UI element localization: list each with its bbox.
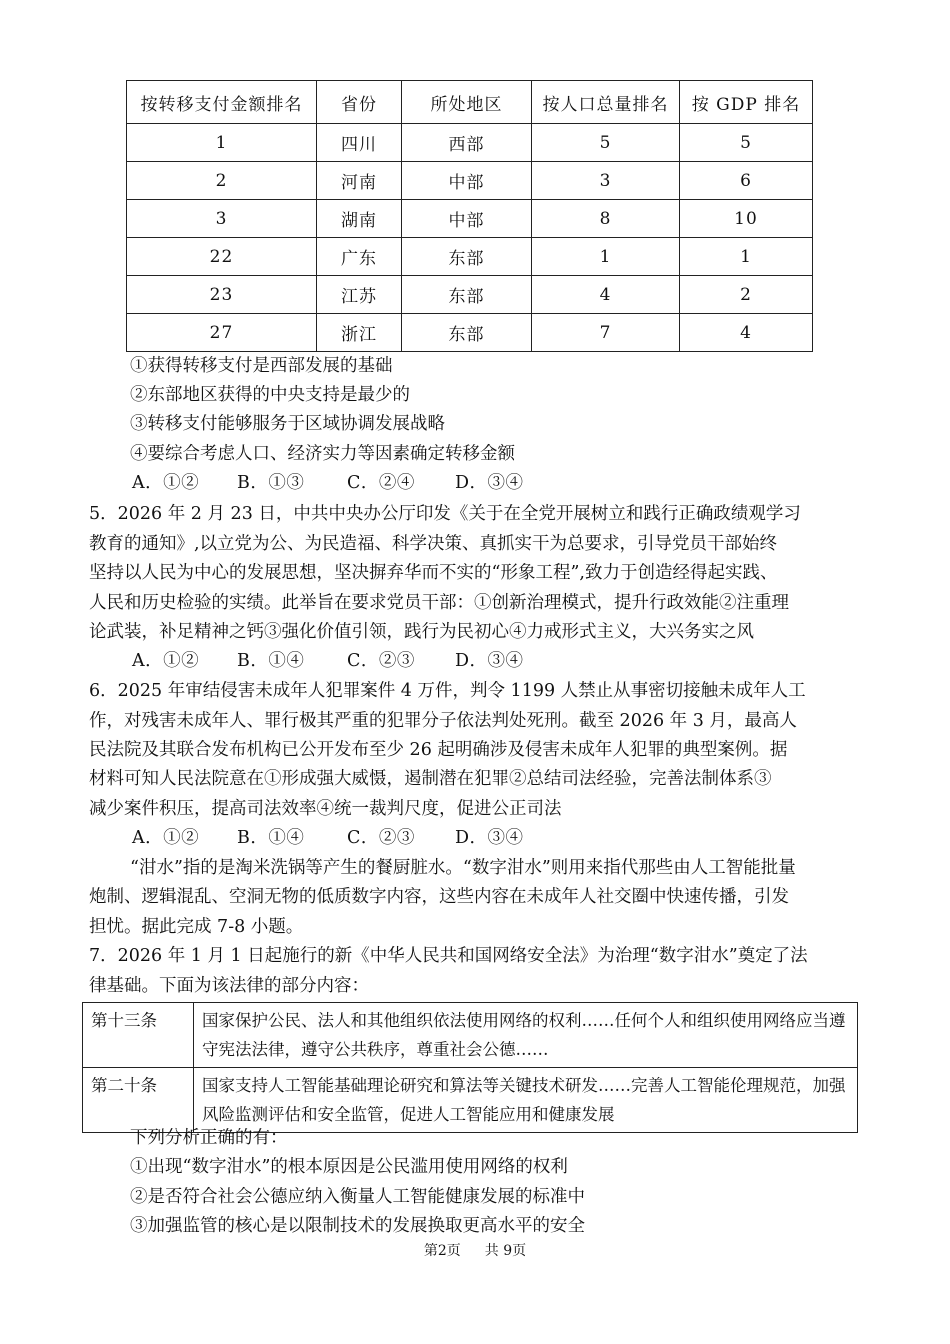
cell: 中部 xyxy=(402,200,532,238)
q7-option-3: ③加强监管的核心是以限制技术的发展换取更高水平的安全 xyxy=(130,1216,585,1236)
choice-b: B．①③ xyxy=(237,473,305,493)
q6-line-1: 6．2025 年审结侵害未成年人犯罪案件 4 万件，判令 1199 人禁止从事密切接触未成年人工 xyxy=(89,681,806,701)
cell: 湖南 xyxy=(317,200,402,238)
law-row xyxy=(83,1068,858,1133)
header-gdp-rank: 按 GDP 排名 xyxy=(680,81,813,124)
cell: 1 xyxy=(127,124,317,162)
page-number: 第2页 xyxy=(423,1243,461,1259)
q6-line-4: 材料可知人民法院意在①形成强大威慑，遏制潜在犯罪②总结司法经验，完善法制体系③ xyxy=(89,769,772,789)
table-row xyxy=(127,162,813,200)
choice-b: B．①④ xyxy=(237,828,305,848)
cell: 6 xyxy=(680,162,813,200)
q6-line-2: 作，对残害未成年人、罪行极其严重的犯罪分子依法判处死刑。截至 2026 年 3 月，最高人 xyxy=(89,711,797,731)
header-region: 所处地区 xyxy=(402,81,532,124)
q5-line-1: 5．2026 年 2 月 23 日，中共中央办公厅印发《关于在全党开展树立和践行正确政绩观学习 xyxy=(89,504,801,524)
cell: 东部 xyxy=(402,314,532,352)
page-total: 共 9页 xyxy=(484,1243,527,1259)
cell: 3 xyxy=(127,200,317,238)
choice-a: A．①② xyxy=(132,651,200,671)
q5-line-2: 教育的通知》,以立党为公、为民造福、科学决策、真抓实干为总要求，引导党员干部始终 xyxy=(89,534,778,554)
cell: 4 xyxy=(532,276,680,314)
cell: 2 xyxy=(127,162,317,200)
choice-d: D．③④ xyxy=(455,828,524,848)
cell: 27 xyxy=(127,314,317,352)
table-row xyxy=(127,124,813,162)
cell: 5 xyxy=(532,124,680,162)
cell: 4 xyxy=(680,314,813,352)
q4-choices xyxy=(132,472,524,494)
cell: 2 xyxy=(680,276,813,314)
q4-option-4: ④要综合考虑人口、经济实力等因素确定转移金额 xyxy=(130,444,515,464)
q6-line-5: 减少案件积压，提高司法效率④统一裁判尺度，促进公正司法 xyxy=(89,799,562,819)
table-row xyxy=(127,314,813,352)
q7-prompt: 下列分析正确的有： xyxy=(130,1128,288,1148)
choice-c: C．②③ xyxy=(347,828,415,848)
table-header-row xyxy=(127,81,813,124)
q5-choices xyxy=(132,650,524,672)
cell: 四川 xyxy=(317,124,402,162)
choice-a: A．①② xyxy=(132,473,200,493)
cell: 7 xyxy=(532,314,680,352)
law-row xyxy=(83,1003,858,1068)
table-row xyxy=(127,276,813,314)
cell: 5 xyxy=(680,124,813,162)
intro-line-2: 炮制、逻辑混乱、空洞无物的低质数字内容，这些内容在未成年人社交圈中快速传播，引发 xyxy=(89,887,789,907)
q7-option-1: ①出现“数字泔水”的根本原因是公民滥用使用网络的权利 xyxy=(130,1157,568,1177)
table-row xyxy=(127,238,813,276)
law-article: 第十三条 xyxy=(83,1003,194,1068)
cell: 东部 xyxy=(402,238,532,276)
cell: 1 xyxy=(532,238,680,276)
q6-line-3: 民法院及其联合发布机构已公开发布至少 26 起明确涉及侵害未成年人犯罪的典型案例。据 xyxy=(89,740,788,760)
cell: 10 xyxy=(680,200,813,238)
choice-c: C．②③ xyxy=(347,651,415,671)
law-text: 国家支持人工智能基础理论研究和算法等关键技术研发……完善人工智能伦理规范，加强风险监测评估和安全监管，促进人工智能应用和健康发展 xyxy=(194,1068,858,1133)
q7-option-2: ②是否符合社会公德应纳入衡量人工智能健康发展的标准中 xyxy=(130,1187,585,1207)
cell: 江苏 xyxy=(317,276,402,314)
header-province: 省份 xyxy=(317,81,402,124)
cell: 23 xyxy=(127,276,317,314)
q4-option-2: ②东部地区获得的中央支持是最少的 xyxy=(130,385,410,405)
choice-a: A．①② xyxy=(132,828,200,848)
cell: 3 xyxy=(532,162,680,200)
law-text: 国家保护公民、法人和其他组织依法使用网络的权利……任何个人和组织使用网络应当遵守宪法法律，遵守公共秩序，尊重社会公德…… xyxy=(194,1003,858,1068)
intro-line-3: 担忧。据此完成 7-8 小题。 xyxy=(89,917,304,937)
cell: 1 xyxy=(680,238,813,276)
cell: 22 xyxy=(127,238,317,276)
q6-choices xyxy=(132,827,524,849)
q4-option-1: ①获得转移支付是西部发展的基础 xyxy=(130,356,393,376)
choice-d: D．③④ xyxy=(455,473,524,493)
law-excerpt-table xyxy=(82,1002,858,1133)
q7-line-2: 律基础。下面为该法律的部分内容： xyxy=(89,976,369,996)
header-population-rank: 按人口总量排名 xyxy=(532,81,680,124)
choice-d: D．③④ xyxy=(455,651,524,671)
q5-line-5: 论武装，补足精神之钙③强化价值引领，践行为民初心④力戒形式主义，大兴务实之风 xyxy=(89,622,754,642)
table-row xyxy=(127,200,813,238)
cell: 8 xyxy=(532,200,680,238)
choice-b: B．①④ xyxy=(237,651,305,671)
cell: 中部 xyxy=(402,162,532,200)
cell: 浙江 xyxy=(317,314,402,352)
q5-line-3: 坚持以人民为中心的发展思想，坚决摒弃华而不实的“形象工程”,致力于创造经得起实践、 xyxy=(89,563,778,583)
cell: 广东 xyxy=(317,238,402,276)
cell: 河南 xyxy=(317,162,402,200)
q7-line-1: 7．2026 年 1 月 1 日起施行的新《中华人民共和国网络安全法》为治理“数字泔水”奠定了法 xyxy=(89,946,808,966)
intro-line-1: “泔水”指的是淘米洗锅等产生的餐厨脏水。“数字泔水”则用来指代那些由人工智能批量 xyxy=(130,858,796,878)
transfer-payment-table xyxy=(126,80,813,352)
choice-c: C．②④ xyxy=(347,473,415,493)
header-transfer-rank: 按转移支付金额排名 xyxy=(127,81,317,124)
q5-line-4: 人民和历史检验的实绩。此举旨在要求党员干部：①创新治理模式，提升行政效能②注重理 xyxy=(89,593,789,613)
law-article: 第二十条 xyxy=(83,1068,194,1133)
cell: 西部 xyxy=(402,124,532,162)
cell: 东部 xyxy=(402,276,532,314)
page-footer xyxy=(0,1240,950,1260)
q4-option-3: ③转移支付能够服务于区域协调发展战略 xyxy=(130,414,445,434)
